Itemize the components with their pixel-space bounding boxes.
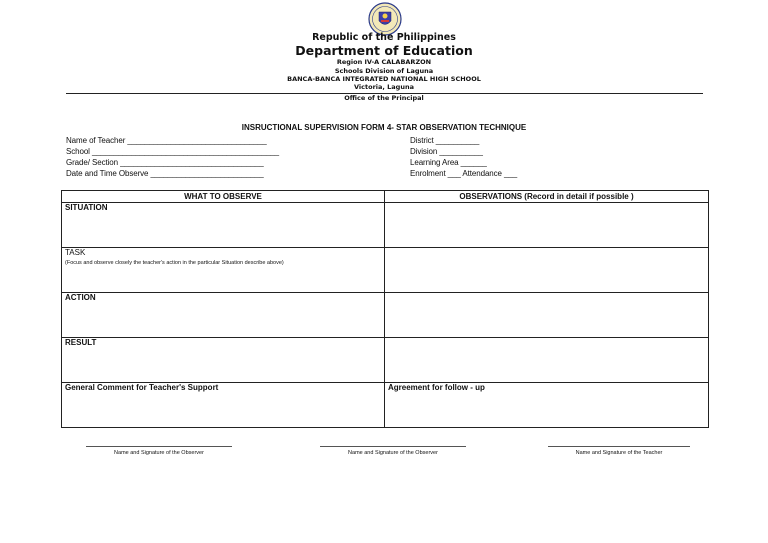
table-row [62,293,709,338]
task-label: TASK [65,248,86,257]
observations-header: OBSERVATIONS (Record in detail if possible ) [385,191,709,203]
republic-heading: Republic of the Philippines [312,32,456,43]
observer1-signature-line [86,446,232,447]
result-observation-cell[interactable] [385,338,709,383]
teacher-name-field: Name of Teacher ________________________________ [66,136,267,145]
division-field: Division __________ [410,147,483,156]
observation-table [61,190,709,428]
action-observation-cell[interactable] [385,293,709,338]
table-row [62,203,709,248]
what-to-observe-header: WHAT TO OBSERVE [62,191,385,203]
teacher-signature-line [548,446,690,447]
department-heading: Department of Education [295,43,473,58]
grade-section-field: Grade/ Section _________________________________ [66,158,264,167]
general-comment-cell[interactable] [62,383,385,428]
situation-observation-cell[interactable] [385,203,709,248]
action-label: ACTION [65,293,96,302]
teacher-signature-label: Name and Signature of the Teacher [575,450,663,456]
table-row [62,248,709,293]
task-observation-cell[interactable] [385,248,709,293]
district-field: District __________ [410,136,480,145]
table-row [62,383,709,428]
agreement-cell[interactable] [385,383,709,428]
observer1-signature-label: Name and Signature of the Observer [114,450,204,456]
action-cell [62,293,385,338]
location-heading: Victoria, Laguna [354,83,414,91]
table-row [62,338,709,383]
observer2-signature-line [320,446,466,447]
task-note: (Focus and observe closely the teacher's action in the particular Situation describe above) [65,260,284,266]
school-heading: BANCA-BANCA INTEGRATED NATIONAL HIGH SCHOOL [287,75,481,83]
general-comment-label: General Comment for Teacher's Support [65,383,219,392]
region-heading: Region IV-A CALABARZON [336,58,432,66]
result-cell [62,338,385,383]
school-field: School ___________________________________________ [66,147,280,156]
agreement-label: Agreement for follow - up [388,383,485,392]
learning-area-field: Learning Area ______ [410,158,487,167]
situation-label: SITUATION [65,203,108,212]
table-header-row [62,191,709,203]
situation-cell [62,203,385,248]
deped-seal-logo [368,2,402,36]
observer2-signature-label: Name and Signature of the Observer [348,450,438,456]
enrolment-attendance-field: Enrolment ___ Attendance ___ [410,169,518,178]
task-cell [62,248,385,293]
form-title: INSRUCTIONAL SUPERVISION FORM 4- STAR OBSERVATION TECHNIQUE [241,123,527,132]
date-time-field: Date and Time Observe __________________________ [66,169,264,178]
division-heading: Schools Division of Laguna [334,67,434,75]
result-label: RESULT [65,338,97,347]
office-heading: Office of the Principal [344,94,424,102]
